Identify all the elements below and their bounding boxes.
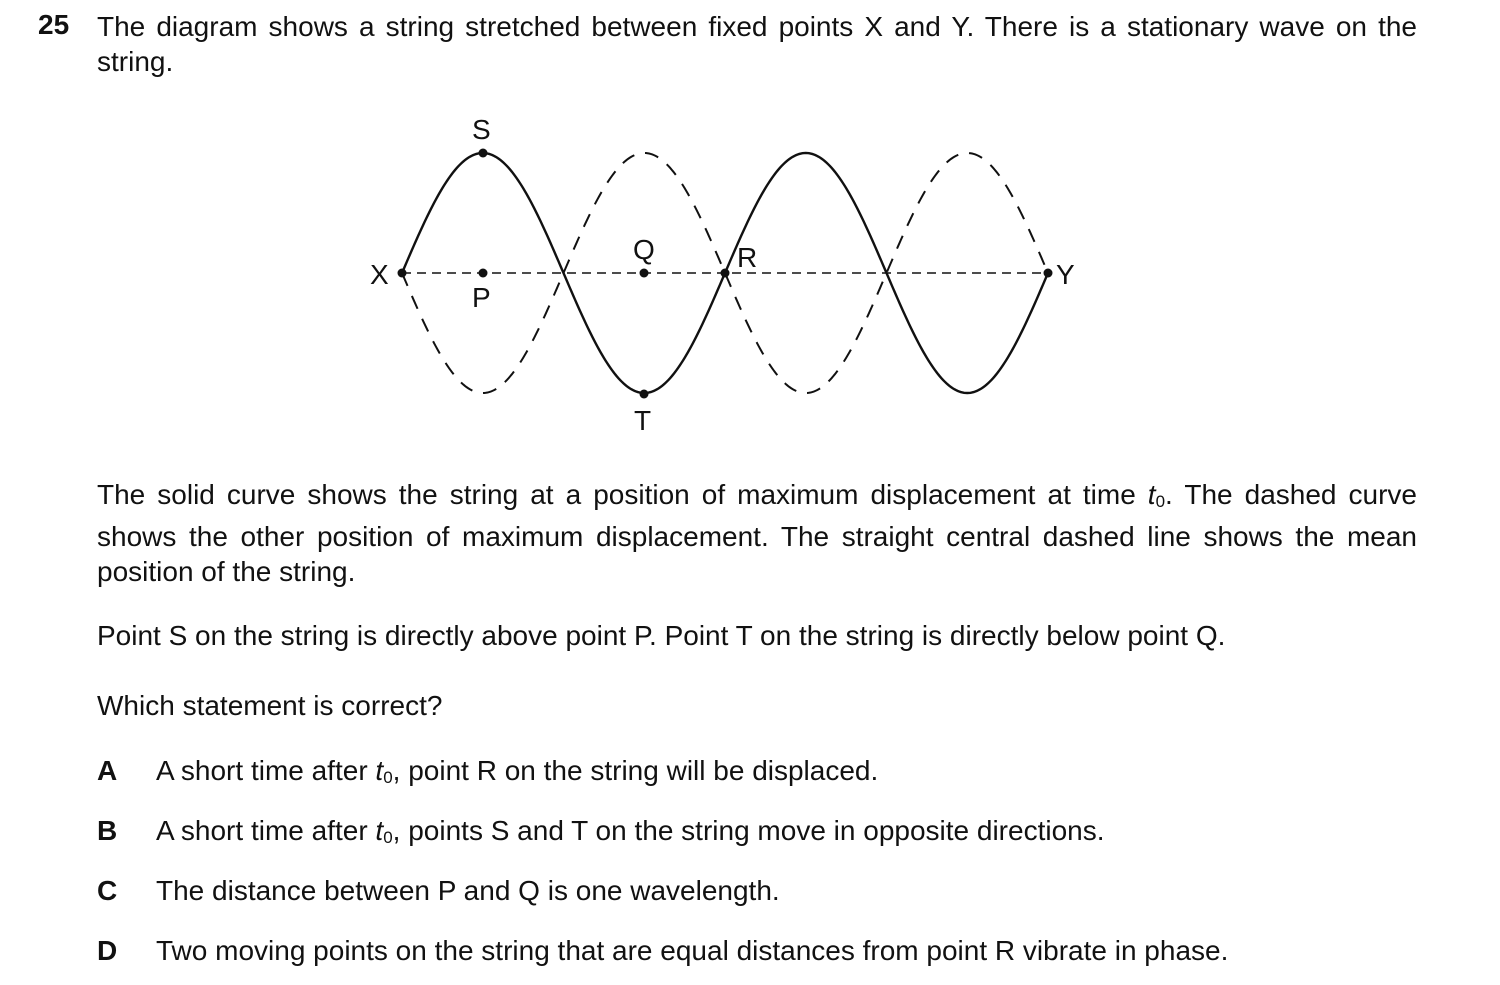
option-a-sub: 0	[383, 768, 393, 787]
option-a-after: , point R on the string will be displaced.	[392, 755, 879, 786]
option-c-text[interactable]	[156, 873, 780, 908]
point-t-dot	[640, 390, 649, 399]
option-a-letter[interactable]: A	[97, 755, 118, 786]
label-s: S	[472, 114, 491, 145]
option-c-after: The distance between P and Q is one wavelength.	[156, 875, 780, 906]
option-b-letter[interactable]: B	[97, 815, 118, 846]
description-part2: . The dashed curve shows the other position of maximum displacement. The straight central dashed line shows the mean position of the string.	[97, 479, 1417, 587]
question-stem: The diagram shows a string stretched between fixed points X and Y. There is a stationary wave on the string.	[97, 11, 1417, 77]
stationary-wave-diagram	[0, 0, 1500, 470]
description-part1: The solid curve shows the string at a position of maximum displacement at time	[97, 479, 1148, 510]
t0-var: t	[1147, 479, 1156, 510]
question-number: 25	[38, 9, 70, 40]
option-b-after: , points S and T on the string move in opposite directions.	[392, 815, 1105, 846]
t0-sub: 0	[1155, 492, 1166, 511]
label-p: P	[472, 282, 491, 313]
option-a-var: t	[375, 755, 384, 786]
point-s-dot	[479, 149, 488, 158]
option-d-after: Two moving points on the string that are equal distances from point R vibrate in phase.	[156, 935, 1229, 966]
option-b-before: A short time after	[156, 815, 376, 846]
label-t: T	[634, 405, 652, 436]
option-b-text[interactable]	[156, 813, 1105, 855]
option-d-text[interactable]	[156, 933, 1228, 968]
option-a-text[interactable]	[156, 753, 878, 795]
label-r: R	[737, 242, 758, 273]
label-q: Q	[633, 234, 655, 265]
label-x: X	[370, 259, 389, 290]
point-p-dot	[479, 269, 488, 278]
point-r-dot	[721, 269, 730, 278]
option-b-var: t	[375, 815, 384, 846]
question-ask: Which statement is correct?	[97, 690, 443, 721]
option-d-letter[interactable]: D	[97, 935, 118, 966]
point-x-dot	[398, 269, 407, 278]
diagram-description	[97, 477, 1417, 589]
option-a-before: A short time after	[156, 755, 376, 786]
option-c-letter[interactable]: C	[97, 875, 118, 906]
points-statement: Point S on the string is directly above point P. Point T on the string is directly below point Q.	[97, 620, 1226, 651]
label-y: Y	[1056, 259, 1075, 290]
option-b-sub: 0	[383, 828, 393, 847]
point-q-dot	[640, 269, 649, 278]
point-y-dot	[1044, 269, 1053, 278]
